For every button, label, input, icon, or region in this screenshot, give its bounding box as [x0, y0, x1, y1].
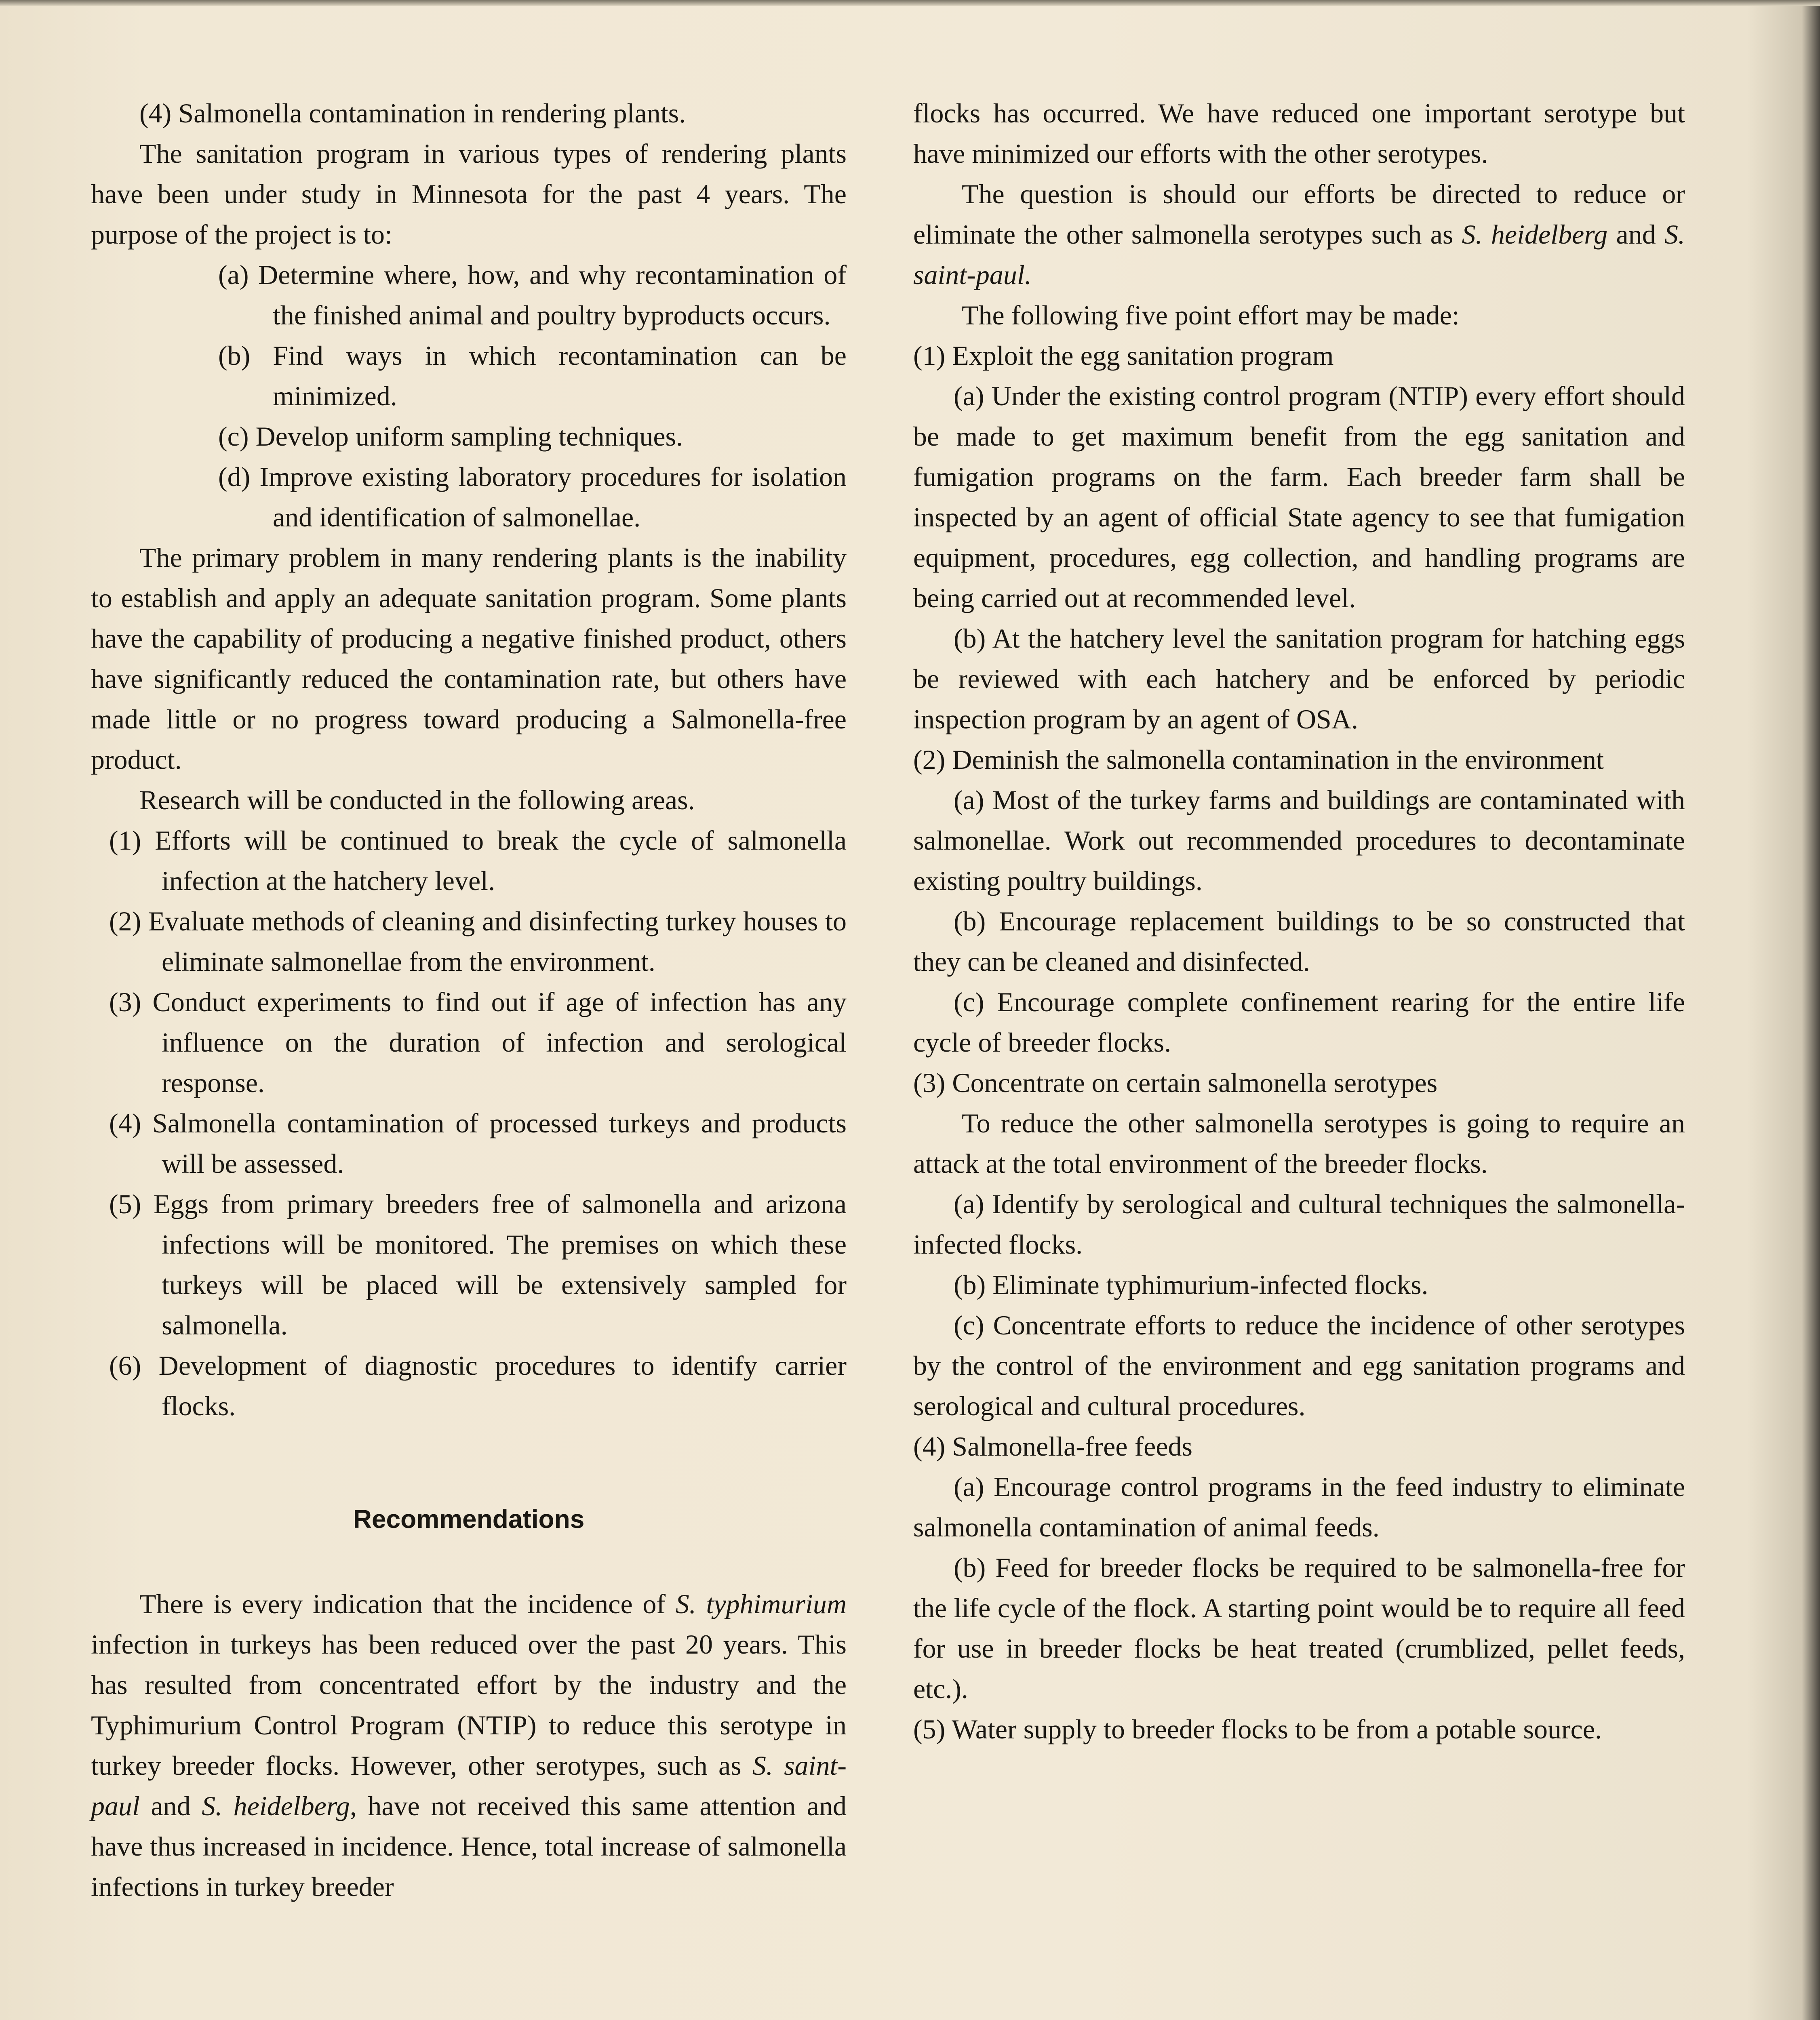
point-5: (5) Water supply to breeder flocks to be from a potable source. [913, 1714, 1602, 1744]
point-3a: (a) Identify by serological and cultural techniques the salmonella-infected flocks. [913, 1189, 1685, 1260]
point-4-heading: (4) Salmonella-free feeds [913, 1431, 1192, 1462]
rec-text-1: There is every indication that the incidence of [139, 1589, 676, 1619]
left-column [91, 93, 847, 1907]
point-1a: (a) Under the existing control program (NTIP) every effort should be made to get maximum benefit from the egg sanitation and fumigation programs on the farm. Each breeder farm shall be inspected by an agent of official State agency to see that fumigation equipment, procedures, egg collection, and handling programs are being carried out at recommended level. [913, 381, 1685, 613]
point-1-heading: (1) Exploit the egg sanitation program [913, 340, 1334, 371]
species-name: S. heidelberg [202, 1791, 350, 1821]
question-text-2: and [1607, 219, 1664, 250]
list-item-c: (c) Develop uniform sampling techniques. [218, 421, 683, 452]
paragraph-question [913, 174, 1685, 295]
research-item-3: (3) Conduct experiments to find out if age of infection has any influence on the duration of infection and serological response. [109, 987, 847, 1098]
rec-text-4: , have not received this same attention and have thus increased in incidence. Hence, total increase of salmonella infections in turkey breeder [91, 1791, 847, 1902]
research-item-5: (5) Eggs from primary breeders free of salmonella and arizona infections will be monitored. The premises on which these turkeys will be placed will be extensively sampled for salmonella. [109, 1189, 847, 1340]
research-item-2: (2) Evaluate methods of cleaning and disinfecting turkey houses to eliminate salmonellae from the environment. [109, 906, 847, 977]
right-column [913, 93, 1685, 1749]
paragraph-primary-problem: The primary problem in many rendering plants is the inability to establish and apply an adequate sanitation program. Some plants have the capability of producing a negative finished product, others have significantly reduced the contamination rate, but others have made little or no progress toward producing a Salmonella-free product. [91, 542, 847, 775]
point-4a: (a) Encourage control programs in the feed industry to eliminate salmonella contamination of animal feeds. [913, 1471, 1685, 1542]
rec-text-2: infection in turkeys has been reduced over the past 20 years. This has resulted from concentrated effort by the industry and the Typhimurium Control Program (NTIP) to reduce this serotype in turkey breeder flocks. However, other serotypes, such as [91, 1629, 847, 1781]
point-2-heading: (2) Deminish the salmonella contamination in the environment [913, 744, 1604, 775]
point-2a: (a) Most of the turkey farms and buildings are contaminated with salmonellae. Work out recommended procedures to decontaminate existing poultry buildings. [913, 785, 1685, 896]
species-name: S. heidelberg [1462, 219, 1608, 250]
point-4b: (b) Feed for breeder flocks be required to be salmonella-free for the life cycle of the flock. A starting point would be to require all feed for use in breeder flocks be heat treated (crumblized, pellet feeds, etc.). [913, 1552, 1685, 1704]
paragraph-five-point: The following five point effort may be made: [962, 300, 1460, 330]
point-2c: (c) Encourage complete confinement rearing for the entire life cycle of breeder flocks. [913, 987, 1685, 1058]
paragraph-continued: flocks has occurred. We have reduced one important serotype but have minimized our efforts with the other serotypes. [913, 98, 1685, 169]
paragraph-research-areas: Research will be conducted in the following areas. [139, 785, 695, 815]
point-3-paragraph: To reduce the other salmonella serotypes is going to require an attack at the total environment of the breeder flocks. [913, 1108, 1685, 1179]
page-top-edge [0, 0, 1820, 6]
research-item-1: (1) Efforts will be continued to break the cycle of salmonella infection at the hatchery level. [109, 825, 847, 896]
list-item-b: (b) Find ways in which recontamination can be minimized. [218, 340, 847, 411]
point-3c: (c) Concentrate efforts to reduce the incidence of other serotypes by the control of the environment and egg sanitation programs and serological and cultural procedures. [913, 1310, 1685, 1421]
species-name: S. typhimurium [675, 1589, 847, 1619]
list-item-d: (d) Improve existing laboratory procedures for isolation and identification of salmonellae. [218, 461, 847, 532]
species-name: S. saint-paul. [913, 219, 1685, 290]
section-heading-rendering: (4) Salmonella contamination in rendering plants. [139, 98, 686, 128]
research-item-4: (4) Salmonella contamination of processed turkeys and products will be assessed. [109, 1108, 847, 1179]
rec-text-3: and [139, 1791, 202, 1821]
list-item-a: (a) Determine where, how, and why recontamination of the finished animal and poultry byproducts occurs. [218, 259, 847, 330]
paragraph-recommendations [91, 1584, 847, 1907]
point-3-heading: (3) Concentrate on certain salmonella serotypes [913, 1067, 1438, 1098]
recommendations-heading: Recommendations [353, 1504, 585, 1534]
species-name: S. saint-paul [91, 1750, 847, 1821]
point-1b: (b) At the hatchery level the sanitation program for hatching eggs be reviewed with each hatchery and be enforced by periodic inspection program by an agent of OSA. [913, 623, 1685, 734]
question-text-1: The question is should our efforts be directed to reduce or eliminate the other salmonella serotypes such as [913, 179, 1685, 250]
point-2b: (b) Encourage replacement buildings to be so constructed that they can be cleaned and disinfected. [913, 906, 1685, 977]
point-3b: (b) Eliminate typhimurium-infected flocks. [954, 1269, 1428, 1300]
research-item-6: (6) Development of diagnostic procedures to identify carrier flocks. [109, 1350, 847, 1421]
paragraph-rendering-intro: The sanitation program in various types of rendering plants have been under study in Minnesota for the past 4 years. The purpose of the project is to: [91, 138, 847, 250]
